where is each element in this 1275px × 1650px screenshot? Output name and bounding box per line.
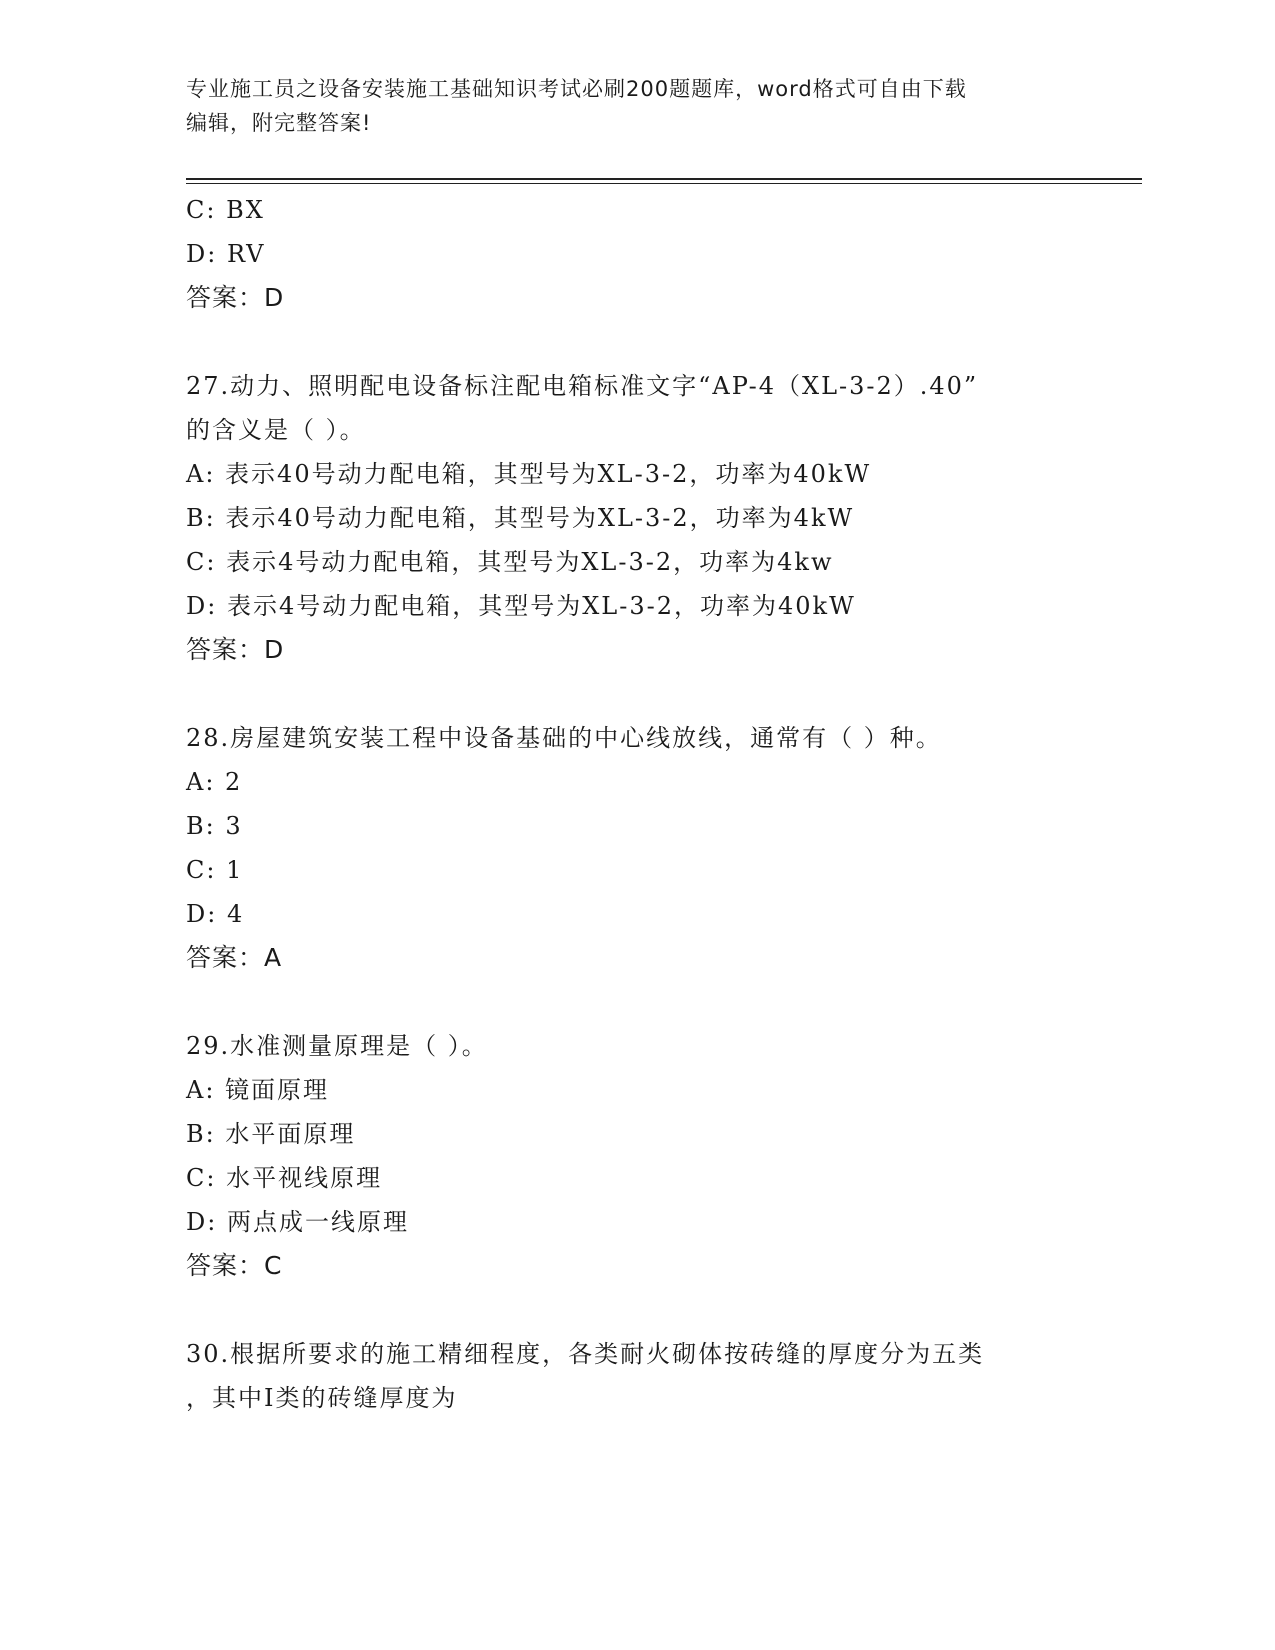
q28-option-d: D: 4	[186, 900, 245, 928]
q27-stem-line2: 的含义是（ ）。	[186, 416, 366, 444]
q27-stem-line1: 27.动力、照明配电设备标注配电箱标准文字“AP-4（XL-3-2）.40”	[186, 372, 979, 400]
q27-option-a: A: 表示40号动力配电箱，其型号为XL-3-2，功率为40kW	[186, 460, 872, 488]
q27-option-d: D: 表示4号动力配电箱，其型号为XL-3-2，功率为40kW	[186, 592, 856, 620]
header-divider-thin	[186, 183, 1142, 184]
q27-answer: 答案：D	[186, 635, 285, 664]
q29-option-d: D: 两点成一线原理	[186, 1208, 409, 1236]
q28-option-c: C: 1	[186, 856, 244, 884]
q29-option-a: A: 镜面原理	[186, 1076, 330, 1104]
q30-stem-line1: 30.根据所要求的施工精细程度，各类耐火砌体按砖缝的厚度分为五类	[186, 1340, 985, 1368]
q30-stem-line2: ，其中I类的砖缝厚度为	[186, 1384, 458, 1412]
q26-option-c: C: BX	[186, 196, 265, 224]
q29-answer: 答案：C	[186, 1251, 283, 1280]
q29-option-c: C: 水平视线原理	[186, 1164, 383, 1192]
q29-option-b: B: 水平面原理	[186, 1120, 356, 1148]
q28-option-a: A: 2	[186, 768, 243, 796]
q27-option-c: C: 表示4号动力配电箱，其型号为XL-3-2，功率为4kw	[186, 548, 834, 576]
q28-stem: 28.房屋建筑安装工程中设备基础的中心线放线，通常有（ ）种。	[186, 724, 942, 752]
q29-stem: 29.水准测量原理是（ ）。	[186, 1032, 488, 1060]
q28-answer: 答案：A	[186, 943, 283, 972]
header-title-line1: 专业施工员之设备安装施工基础知识考试必刷200题题库，word格式可自由下载	[186, 77, 967, 101]
q28-option-b: B: 3	[186, 812, 243, 840]
header-divider-thick	[186, 178, 1142, 180]
q26-option-d: D: RV	[186, 240, 266, 268]
page-header	[186, 72, 1076, 140]
q26-answer: 答案：D	[186, 283, 285, 312]
header-title-line2: 编辑，附完整答案!	[186, 111, 372, 135]
q27-option-b: B: 表示40号动力配电箱，其型号为XL-3-2，功率为4kW	[186, 504, 855, 532]
